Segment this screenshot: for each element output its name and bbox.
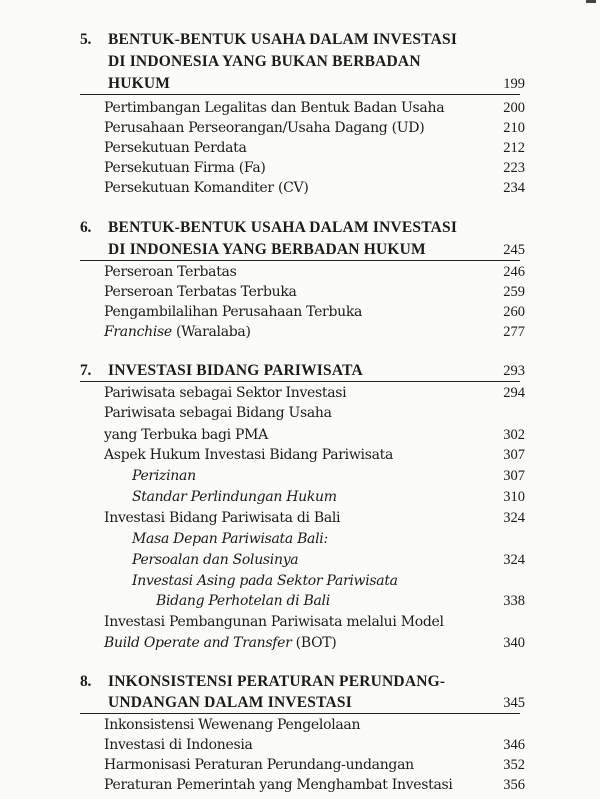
section-title-line: DI INDONESIA YANG BUKAN BERBADAN: [108, 53, 421, 70]
toc-entry-title: Persekutuan Perdata: [104, 140, 247, 156]
toc-entry-page: 223: [503, 160, 525, 176]
toc-entry-title: Investasi di Indonesia: [104, 737, 253, 753]
toc-entry-page: 277: [503, 324, 525, 340]
section-divider: [80, 260, 520, 261]
toc-entry-title: Standar Perlindungan Hukum: [132, 489, 337, 505]
section-title-line: BENTUK-BENTUK USAHA DALAM INVESTASI: [108, 219, 458, 236]
toc-entry-page: 260: [503, 304, 525, 320]
toc-entry-title: Investasi Asing pada Sektor Pariwisata: [132, 573, 398, 589]
toc-entry-title: Investasi Bidang Pariwisata di Bali: [104, 510, 341, 526]
toc-entry-page: 324: [503, 552, 525, 568]
toc-entry-page: 356: [503, 777, 525, 793]
toc-entry-title: Pariwisata sebagai Bidang Usaha: [104, 405, 332, 421]
toc-entry-page: 210: [503, 120, 525, 136]
section-page-number: 199: [503, 76, 525, 92]
section-title-line: INKONSISTENSI PERATURAN PERUNDANG-: [108, 673, 446, 690]
toc-entry-title: Perseroan Terbatas: [104, 264, 237, 280]
toc-entry-page: 340: [503, 635, 525, 651]
section-number: 7.: [80, 362, 92, 379]
section-title-line: INVESTASI BIDANG PARIWISATA: [108, 362, 363, 379]
toc-entry-page: 294: [503, 385, 525, 401]
toc-entry-title: Investasi Pembangunan Pariwisata melalui Model: [104, 614, 444, 630]
section-page-number: 245: [503, 242, 525, 258]
section-page-number: 345: [503, 695, 525, 711]
term-suffix: (BOT): [291, 635, 337, 651]
toc-entry-page: 302: [503, 427, 525, 443]
toc-entry-page: 212: [503, 140, 525, 156]
section-page-number: 293: [503, 363, 525, 379]
section-number: 6.: [80, 219, 92, 236]
section-number: 8.: [80, 673, 92, 690]
toc-entry-page: 259: [503, 284, 525, 300]
toc-entry-page: 310: [503, 489, 525, 505]
italic-term: Franchise: [104, 324, 172, 340]
section-divider: [80, 381, 520, 382]
toc-entry-title: Pengambilalihan Perusahaan Terbuka: [104, 304, 363, 320]
toc-entry-title: Persekutuan Firma (Fa): [104, 160, 266, 176]
toc-entry-title: Aspek Hukum Investasi Bidang Pariwisata: [104, 447, 394, 463]
toc-entry-page: 307: [503, 468, 525, 484]
toc-entry-page: 338: [503, 593, 525, 609]
toc-entry-title: Persekutuan Komanditer (CV): [104, 180, 309, 196]
section-title-line: BENTUK-BENTUK USAHA DALAM INVESTASI: [108, 31, 458, 48]
section-number: 5.: [80, 31, 92, 48]
toc-entry-title: yang Terbuka bagi PMA: [104, 427, 268, 443]
section-title-line: UNDANGAN DALAM INVESTASI: [108, 694, 352, 711]
toc-entry-title: Perizinan: [132, 468, 196, 484]
term-suffix: (Waralaba): [171, 324, 251, 340]
toc-entry-title: Perusahaan Perseorangan/Usaha Dagang (UD): [104, 120, 425, 136]
toc-entry-title: Bidang Perhotelan di Bali: [156, 593, 330, 609]
section-divider: [80, 713, 520, 714]
toc-entry-page: 234: [503, 180, 525, 196]
toc-entry-title: Masa Depan Pariwisata Bali:: [132, 531, 328, 547]
toc-entry-page: 307: [503, 447, 525, 463]
toc-entry-title: Inkonsistensi Wewenang Pengelolaan: [104, 717, 361, 733]
section-title-line: HUKUM: [108, 75, 171, 92]
page-corner-mark: [586, 0, 596, 3]
toc-entry-page: 346: [503, 737, 525, 753]
toc-entry-title: Pertimbangan Legalitas dan Bentuk Badan Usaha: [104, 100, 445, 116]
toc-entry-title: Persoalan dan Solusinya: [132, 552, 299, 568]
toc-entry-page: 200: [503, 100, 525, 116]
toc-entry-page: 324: [503, 510, 525, 526]
toc-entry-title: Peraturan Pemerintah yang Menghambat Investasi: [104, 777, 453, 793]
toc-entry-title: Pariwisata sebagai Sektor Investasi: [104, 385, 347, 401]
section-title-line: DI INDONESIA YANG BERBADAN HUKUM: [108, 241, 426, 258]
toc-entry-title: [104, 322, 251, 342]
toc-entry-title: Harmonisasi Peraturan Perundang-undangan: [104, 757, 414, 773]
toc-entry-page: 246: [503, 264, 525, 280]
toc-entry-title: Perseroan Terbatas Terbuka: [104, 284, 297, 300]
italic-term: Build Operate and Transfer: [104, 635, 292, 651]
toc-entry-title: [104, 633, 336, 653]
section-divider: [80, 94, 520, 95]
toc-entry-page: 352: [503, 757, 525, 773]
